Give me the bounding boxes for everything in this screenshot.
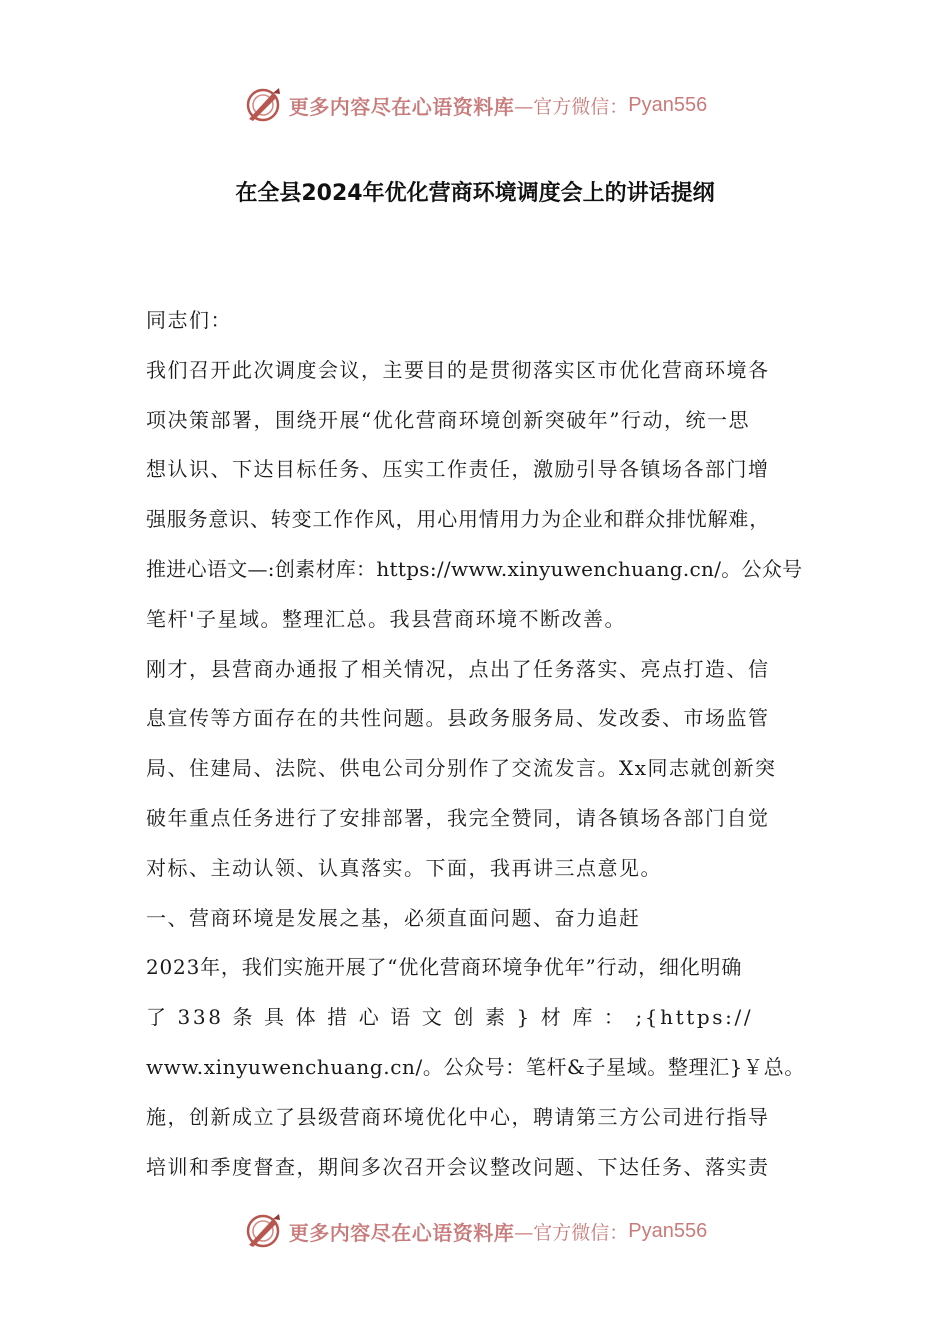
quill-logo-icon — [243, 85, 283, 125]
body-line: 2023年，我们实施开展了“优化营商环境争优年”行动，细化明确 — [146, 955, 743, 980]
body-line: 笔杆'子星域。整理汇总。我县营商环境不断改善。 — [146, 606, 626, 631]
body-line: 培训和季度督查，期间多次召开会议整改问题、下达任务、落实责 — [146, 1154, 770, 1179]
document-title: 在全县2024年优化营商环境调度会上的讲话提纲 — [235, 181, 715, 206]
body-line: 施，创新成立了县级营商环境优化中心，聘请第三方公司进行指导 — [146, 1104, 770, 1129]
quill-logo-icon — [243, 1211, 283, 1251]
document-body — [146, 296, 806, 1192]
watermark-banner-bottom — [0, 1206, 950, 1256]
banner-brand-text: 更多内容尽在心语资料库 — [288, 94, 515, 119]
body-line: 同志们： — [146, 308, 232, 332]
body-line: 局、住建局、法院、供电公司分别作了交流发言。Xx同志就创新突 — [146, 756, 777, 781]
body-line: 推进心语文—:创素材库：https://www.xinyuwenchuang.cn/。公众号 — [146, 556, 803, 581]
banner-contact-id: Pyan556 — [628, 93, 708, 116]
body-line: www.xinyuwenchuang.cn/。公众号：笔杆&子星域。整理汇}￥总。 — [146, 1054, 805, 1079]
body-line: 强服务意识、转变工作作风，用心用情用力为企业和群众排忧解难， — [146, 507, 770, 532]
body-line: 想认识、下达目标任务、压实工作责任，激励引导各镇场各部门增 — [146, 457, 770, 482]
banner-brand-text: 更多内容尽在心语资料库 — [288, 1220, 515, 1245]
body-line: 对标、主动认领、认真落实。下面，我再讲三点意见。 — [146, 855, 662, 880]
banner-contact-label: —官方微信： — [514, 1221, 629, 1244]
section-heading: 一、营商环境是发展之基，必须直面问题、奋力追赶 — [146, 905, 641, 930]
body-line: 项决策部署，围绕开展“优化营商环境创新突破年”行动，统一思 — [146, 407, 750, 432]
body-line: 刚才，县营商办通报了相关情况，点出了任务落实、亮点打造、信 — [146, 656, 770, 681]
body-line: 息宣传等方面存在的共性问题。县政务服务局、发改委、市场监管 — [146, 706, 770, 731]
banner-contact-id: Pyan556 — [628, 1219, 708, 1242]
body-line: 我们召开此次调度会议，主要目的是贯彻落实区市优化营商环境各 — [146, 357, 770, 382]
banner-contact-label: —官方微信： — [514, 95, 629, 118]
watermark-banner-top — [0, 80, 950, 130]
body-line: 破年重点任务进行了安排部署，我完全赞同，请各镇场各部门自觉 — [146, 805, 770, 830]
body-line: 了 338 条 具 体 措 心 语 文 创 素 } 材 库 ： ;{https:// — [146, 1005, 754, 1030]
